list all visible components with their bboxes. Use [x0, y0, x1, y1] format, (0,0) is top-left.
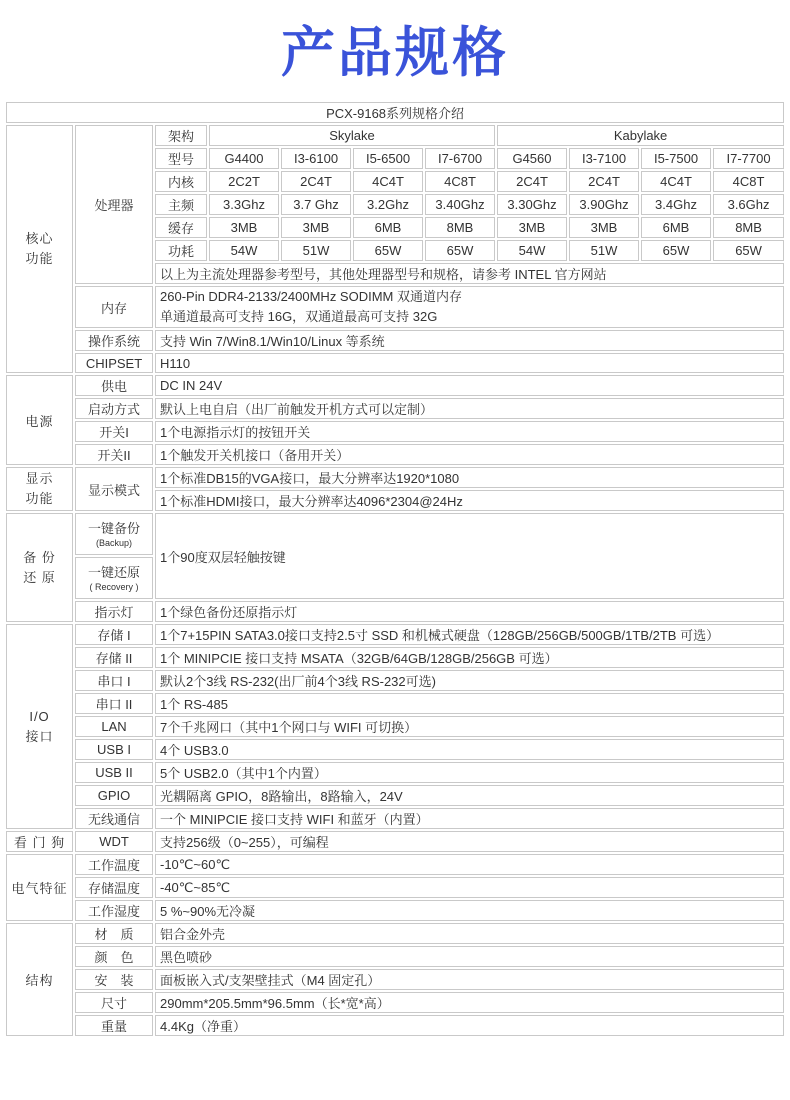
color-label: 颜 色 [75, 946, 153, 967]
group-display [6, 467, 73, 511]
cpu-tdp-cell: 65W [353, 240, 423, 261]
boot-label: 启动方式 [75, 398, 153, 419]
mounting-row [6, 969, 784, 990]
cpu-cores-cell: 4C4T [353, 171, 423, 192]
lan-label: LAN [75, 716, 153, 737]
boot-value: 默认上电自启（出厂前触发开机方式可以定制） [155, 398, 784, 419]
group-backup-line2: 还 原 [23, 569, 56, 585]
cpu-freq-cell: 3.30Ghz [497, 194, 567, 215]
cpu-tdp-cell: 51W [281, 240, 351, 261]
group-backup-restore [6, 513, 73, 622]
processor-label: 处理器 [75, 125, 153, 284]
display-mode-label: 显示模式 [75, 467, 153, 511]
page-title: 产品规格 [281, 23, 509, 83]
cpu-cache-cell: 8MB [425, 217, 495, 238]
group-backup-line1: 备 份 [23, 549, 56, 565]
storage-temp-row [6, 877, 784, 898]
cpu-cores-cell: 2C4T [281, 171, 351, 192]
cpu-model-cell: I5-7500 [641, 148, 711, 169]
humidity-label: 工作湿度 [75, 900, 153, 921]
storage1-label: 存储 I [75, 624, 153, 645]
group-structure: 结构 [6, 923, 73, 1036]
mounting-value: 面板嵌入式/支架壁挂式（M4 固定孔） [155, 969, 784, 990]
os-label: 操作系统 [75, 330, 153, 351]
serial1-row [6, 670, 784, 691]
usb2-label: USB II [75, 762, 153, 783]
wdt-label: WDT [75, 831, 153, 852]
power-in-value: DC IN 24V [155, 375, 784, 396]
cpu-cache-cell: 3MB [569, 217, 639, 238]
group-io [6, 624, 73, 829]
weight-row [6, 1015, 784, 1036]
power-in-label: 供电 [75, 375, 153, 396]
serial1-value: 默认2个3线 RS-232(出厂前4个3线 RS-232可选) [155, 670, 784, 691]
group-core-line2: 功能 [25, 251, 54, 266]
material-value: 铝合金外壳 [155, 923, 784, 944]
storage-temp-value: -40℃~85℃ [155, 877, 784, 898]
usb1-row [6, 739, 784, 760]
cpu-arch-kabylake: Kabylake [497, 125, 784, 146]
cpu-tdp-cell: 51W [569, 240, 639, 261]
usb2-value: 5个 USB2.0（其中1个内置） [155, 762, 784, 783]
color-value: 黑色喷砂 [155, 946, 784, 967]
material-label: 材 质 [75, 923, 153, 944]
indicator-row [6, 601, 784, 622]
serial2-label: 串口 II [75, 693, 153, 714]
storage1-row [6, 624, 784, 645]
group-watchdog: 看 门 狗 [6, 831, 73, 852]
cpu-freq-cell: 3.40Ghz [425, 194, 495, 215]
gpio-row [6, 785, 784, 806]
switch1-label: 开关I [75, 421, 153, 442]
storage2-label: 存储 II [75, 647, 153, 668]
boot-row [6, 398, 784, 419]
cpu-model-cell: I7-7700 [713, 148, 784, 169]
cpu-freq-cell: 3.4Ghz [641, 194, 711, 215]
group-display-line1: 显示 [25, 471, 54, 486]
wireless-value: 一个 MINIPCIE 接口支持 WIFI 和蓝牙（内置） [155, 808, 784, 829]
work-temp-value: -10℃~60℃ [155, 854, 784, 875]
cpu-model-cell: G4400 [209, 148, 279, 169]
cpu-cache-cell: 3MB [281, 217, 351, 238]
indicator-label: 指示灯 [75, 601, 153, 622]
gpio-label: GPIO [75, 785, 153, 806]
cpu-cache-cell: 8MB [713, 217, 784, 238]
cpu-freq-cell: 3.90Ghz [569, 194, 639, 215]
recovery-key-sub: ( Recovery ) [89, 581, 139, 592]
cpu-model-cell: I3-6100 [281, 148, 351, 169]
dimensions-row [6, 992, 784, 1013]
cpu-cores-cell: 4C4T [641, 171, 711, 192]
group-io-line1: I/O [29, 708, 50, 724]
storage1-value: 1个7+15PIN SATA3.0接口支持2.5寸 SSD 和机械式硬盘（128GB/256GB/500GB/1TB/2TB 可选） [155, 624, 784, 645]
os-row [6, 330, 784, 351]
switch2-row [6, 444, 784, 465]
usb1-value: 4个 USB3.0 [155, 739, 784, 760]
cpu-cores-cell: 2C2T [209, 171, 279, 192]
indicator-value: 1个绿色备份还原指示灯 [155, 601, 784, 622]
lan-value: 7个千兆网口（其中1个网口与 WIFI 可切换） [155, 716, 784, 737]
memory-line1: 260-Pin DDR4-2133/2400MHz SODIMM 双通道内存 [160, 289, 462, 304]
backup-key-label [75, 513, 153, 555]
cpu-tdp-cell: 65W [713, 240, 784, 261]
cpu-arch-label: 架构 [155, 125, 207, 146]
display-vga-row [6, 467, 784, 488]
spec-table [4, 100, 786, 1038]
memory-label: 内存 [75, 286, 153, 328]
memory-value [155, 286, 784, 328]
storage-temp-label: 存储温度 [75, 877, 153, 898]
switch2-value: 1个触发开关机接口（备用开关） [155, 444, 784, 465]
cpu-freq-cell: 3.2Ghz [353, 194, 423, 215]
cpu-cache-cell: 3MB [497, 217, 567, 238]
cpu-cores-cell: 2C4T [569, 171, 639, 192]
display-vga-value: 1个标准DB15的VGA接口，最大分辨率达1920*1080 [155, 467, 784, 488]
mounting-label: 安 装 [75, 969, 153, 990]
recovery-key-label [75, 557, 153, 599]
cpu-tdp-cell: 54W [209, 240, 279, 261]
cpu-freq-cell: 3.7 Ghz [281, 194, 351, 215]
cpu-cores-cell: 4C8T [713, 171, 784, 192]
cpu-freq-label: 主频 [155, 194, 207, 215]
dimensions-value: 290mm*205.5mm*96.5mm（长*宽*高） [155, 992, 784, 1013]
cpu-cache-cell: 6MB [353, 217, 423, 238]
cpu-model-cell: I7-6700 [425, 148, 495, 169]
chipset-row [6, 353, 784, 373]
power-in-row [6, 375, 784, 396]
gpio-value: 光耦隔离 GPIO，8路输出，8路输入，24V [155, 785, 784, 806]
table-caption: PCX-9168系列规格介绍 [6, 102, 784, 123]
humidity-value: 5 %~90%无冷凝 [155, 900, 784, 921]
recovery-key-main: 一键还原 [87, 564, 140, 580]
group-electrical: 电气特征 [6, 854, 73, 921]
cpu-model-label: 型号 [155, 148, 207, 169]
wireless-row [6, 808, 784, 829]
cpu-cores-cell: 2C4T [497, 171, 567, 192]
humidity-row [6, 900, 784, 921]
cpu-tdp-cell: 65W [641, 240, 711, 261]
group-io-line2: 接口 [25, 728, 54, 744]
group-power: 电源 [6, 375, 73, 465]
group-core-line1: 核心 [25, 231, 54, 246]
cpu-freq-cell: 3.3Ghz [209, 194, 279, 215]
cpu-model-cell: G4560 [497, 148, 567, 169]
chipset-label: CHIPSET [75, 353, 153, 373]
cpu-model-cell: I5-6500 [353, 148, 423, 169]
switch2-label: 开关II [75, 444, 153, 465]
backup-button-value: 1个90度双层轻触按键 [155, 513, 784, 599]
work-temp-label: 工作温度 [75, 854, 153, 875]
serial2-row [6, 693, 784, 714]
memory-row [6, 286, 784, 328]
dimensions-label: 尺寸 [75, 992, 153, 1013]
work-temp-row [6, 854, 784, 875]
usb1-label: USB I [75, 739, 153, 760]
caption-row [6, 102, 784, 123]
material-row [6, 923, 784, 944]
cpu-cache-cell: 6MB [641, 217, 711, 238]
storage2-value: 1个 MINIPCIE 接口支持 MSATA（32GB/64GB/128GB/256GB 可选） [155, 647, 784, 668]
cpu-cache-label: 缓存 [155, 217, 207, 238]
storage2-row [6, 647, 784, 668]
cpu-arch-skylake: Skylake [209, 125, 495, 146]
chipset-value: H110 [155, 353, 784, 373]
os-value: 支持 Win 7/Win8.1/Win10/Linux 等系统 [155, 330, 784, 351]
cpu-cores-label: 内核 [155, 171, 207, 192]
wdt-value: 支持256级（0~255），可编程 [155, 831, 784, 852]
backup-key-sub: (Backup) [95, 537, 132, 548]
weight-label: 重量 [75, 1015, 153, 1036]
switch1-row [6, 421, 784, 442]
cpu-freq-cell: 3.6Ghz [713, 194, 784, 215]
serial2-value: 1个 RS-485 [155, 693, 784, 714]
wireless-label: 无线通信 [75, 808, 153, 829]
wdt-row [6, 831, 784, 852]
cpu-note: 以上为主流处理器参考型号，其他处理器型号和规格，请参考 INTEL 官方网站 [155, 263, 784, 284]
group-display-line2: 功能 [25, 491, 54, 506]
cpu-tdp-cell: 65W [425, 240, 495, 261]
switch1-value: 1个电源指示灯的按钮开关 [155, 421, 784, 442]
display-hdmi-value: 1个标准HDMI接口，最大分辨率达4096*2304@24Hz [155, 490, 784, 511]
cpu-cores-cell: 4C8T [425, 171, 495, 192]
backup-key-main: 一键备份 [87, 520, 140, 536]
cpu-model-cell: I3-7100 [569, 148, 639, 169]
cpu-tdp-label: 功耗 [155, 240, 207, 261]
memory-line2: 单通道最高可支持 16G，双通道最高可支持 32G [160, 309, 438, 324]
cpu-tdp-cell: 54W [497, 240, 567, 261]
weight-value: 4.4Kg（净重） [155, 1015, 784, 1036]
usb2-row [6, 762, 784, 783]
cpu-cache-cell: 3MB [209, 217, 279, 238]
serial1-label: 串口 I [75, 670, 153, 691]
color-row [6, 946, 784, 967]
group-core-functions [6, 125, 73, 373]
backup-key-row [6, 513, 784, 555]
lan-row [6, 716, 784, 737]
cpu-arch-row [6, 125, 784, 146]
